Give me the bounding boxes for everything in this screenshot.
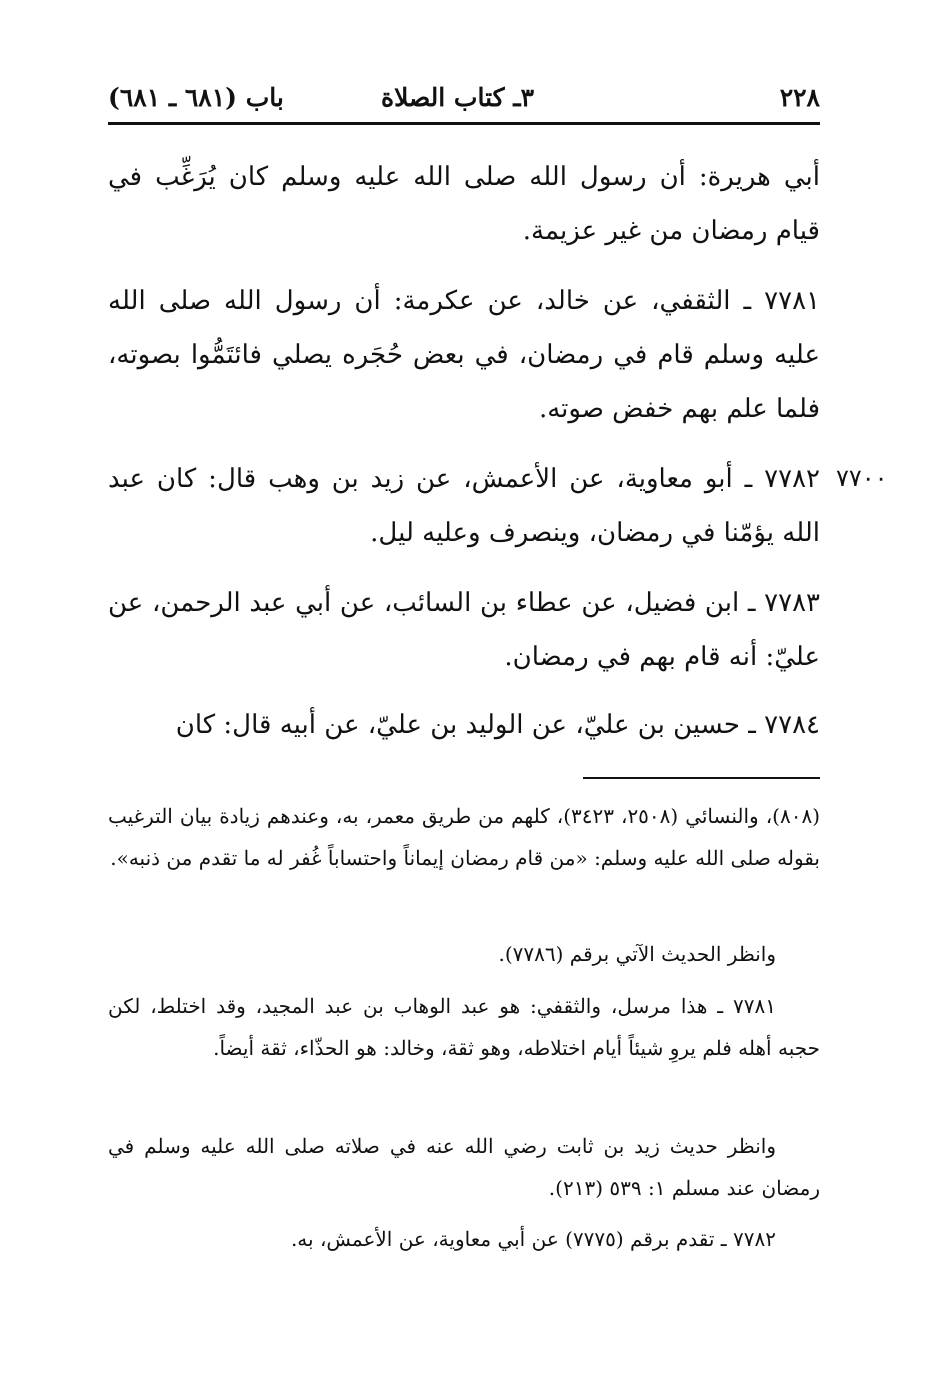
book-title: ٣ـ كتاب الصلاة [380,83,534,112]
page-number: ٢٢٨ [779,83,820,112]
main-paragraph: أبي هريرة: أن رسول الله صلى الله عليه وسلم كان يُرَغِّب في قيام رمضان من غير عزيمة. [108,162,820,246]
footnote-rule [583,777,820,779]
margin-number: ٧٧٠٠ [836,464,888,492]
hadith-7784: ٧٧٨٤ ـ حسين بن عليّ، عن الوليد بن عليّ، عن أبيه قال: كان [175,710,820,740]
page-header [108,76,820,120]
footnote-text: ٧٧٨٢ ـ تقدم برقم (٧٧٧٥) عن أبي معاوية، عن الأعمش، به. [290,1227,776,1251]
footnote-text: (٨٠٨)، والنسائي (٢٥٠٨، ٣٤٢٣)، كلهم من طريق معمر، به، وعندهم زيادة بيان الترغيب بقوله صلى الله عليه وسلم: «من قام رمضان إيماناً واحتساباً غُفر له ما تقدم من ذنبه». [108,804,820,870]
header-rule [108,122,820,125]
chapter-range: باب (٦٨١ ـ ٦٨١) [108,83,284,112]
hadith-7783: ٧٧٨٣ ـ ابن فضيل، عن عطاء بن السائب، عن أبي عبد الرحمن، عن عليّ: أنه قام بهم في رمضان. [108,588,820,672]
footnote-text: ٧٧٨١ ـ هذا مرسل، والثقفي: هو عبد الوهاب بن عبد المجيد، وقد اختلط، لكن حجبه أهله فلم يروِ شيئاً أيام اختلاطه، وهو ثقة، وخالد: هو الحذّاء، ثقة أيضاً. [108,994,820,1060]
footnote-text: وانظر حديث زيد بن ثابت رضي الله عنه في صلاته صلى الله عليه وسلم في رمضان عند مسلم ١: ٥٣٩ (٢١٣). [108,1134,820,1200]
hadith-7782: ٧٧٨٢ ـ أبو معاوية، عن الأعمش، عن زيد بن وهب قال: كان عبد الله يؤمّنا في رمضان، وينصرف وعليه ليل. [108,464,820,548]
hadith-7781: ٧٧٨١ ـ الثقفي، عن خالد، عن عكرمة: أن رسول الله صلى الله عليه وسلم قام في رمضان، في بعض حُجَره يصلي فائتَمُّوا بصوته، فلما علم بهم خفض صوته. [108,286,820,424]
footnote-text: وانظر الحديث الآتي برقم (٧٧٨٦). [498,942,776,966]
